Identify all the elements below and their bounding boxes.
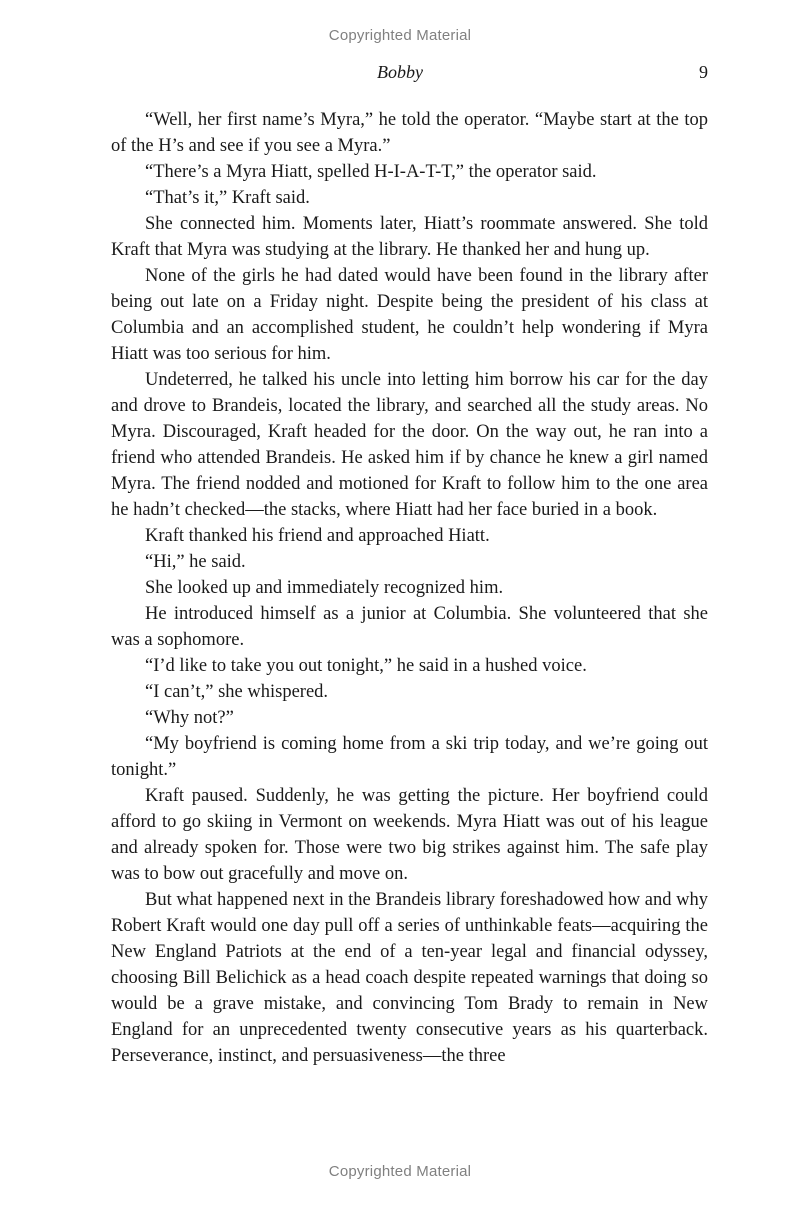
- paragraph: Kraft paused. Suddenly, he was getting the picture. Her boyfriend could afford to go skiing in Vermont on weekends. Myra Hiatt was out of his league and already spoken for. Those were two big strikes against him. The safe play was to bow out gracefully and move on.: [111, 786, 708, 884]
- paragraph: “Why not?”: [145, 708, 234, 728]
- paragraph: He introduced himself as a junior at Columbia. She volunteered that she was a sophomore.: [111, 604, 708, 650]
- paragraph: “Well, her first name’s Myra,” he told the operator. “Maybe start at the top of the H’s and see if you see a Myra.”: [111, 110, 708, 156]
- paragraph: “Hi,” he said.: [145, 552, 246, 572]
- copyright-watermark-bottom: Copyrighted Material: [328, 1163, 472, 1180]
- chapter-title: Bobby: [377, 62, 423, 82]
- page-number: 9: [699, 62, 708, 82]
- paragraph: Kraft thanked his friend and approached Hiatt.: [145, 526, 490, 546]
- paragraph: None of the girls he had dated would have been found in the library after being out late on a Friday night. Despite being the president of his class at Columbia and an accomplished student, he couldn’t help wondering if Myra Hiatt was too serious for him.: [111, 266, 708, 364]
- paragraph: “There’s a Myra Hiatt, spelled H-I-A-T-T,” the operator said.: [145, 162, 597, 182]
- copyright-watermark-top: Copyrighted Material: [328, 27, 472, 44]
- paragraph: “That’s it,” Kraft said.: [145, 188, 310, 208]
- paragraph: She looked up and immediately recognized him.: [145, 578, 504, 598]
- paragraph: Undeterred, he talked his uncle into letting him borrow his car for the day and drove to Brandeis, located the library, and searched all the study areas. No Myra. Discouraged, Kraft headed for the door. On the way out, he ran into a friend who attended Brandeis. He asked him if by chance he knew a girl named Myra. The friend nodded and motioned for Kraft to follow him to the one area he hadn’t checked—the stacks, where Hiatt had her face buried in a book.: [111, 370, 708, 520]
- running-head: [0, 62, 800, 86]
- paragraph: “I can’t,” she whispered.: [145, 682, 329, 702]
- paragraph: She connected him. Moments later, Hiatt’s roommate answered. She told Kraft that Myra was studying at the library. He thanked her and hung up.: [111, 214, 708, 260]
- paragraph: “I’d like to take you out tonight,” he said in a hushed voice.: [145, 656, 587, 676]
- paragraph: “My boyfriend is coming home from a ski trip today, and we’re going out tonight.”: [111, 734, 708, 780]
- body-text: [111, 107, 708, 1069]
- paragraph: But what happened next in the Brandeis library foreshadowed how and why Robert Kraft would one day pull off a series of unthinkable feats—acquiring the New England Patriots at the end of a ten-year legal and financial odyssey, choosing Bill Belichick as a head coach despite repeated warnings that doing so would be a grave mistake, and convincing Tom Brady to remain in New England for an unprecedented twenty consecutive years as his quarterback. Perseverance, instinct, and persuasiveness—the three: [111, 890, 708, 1066]
